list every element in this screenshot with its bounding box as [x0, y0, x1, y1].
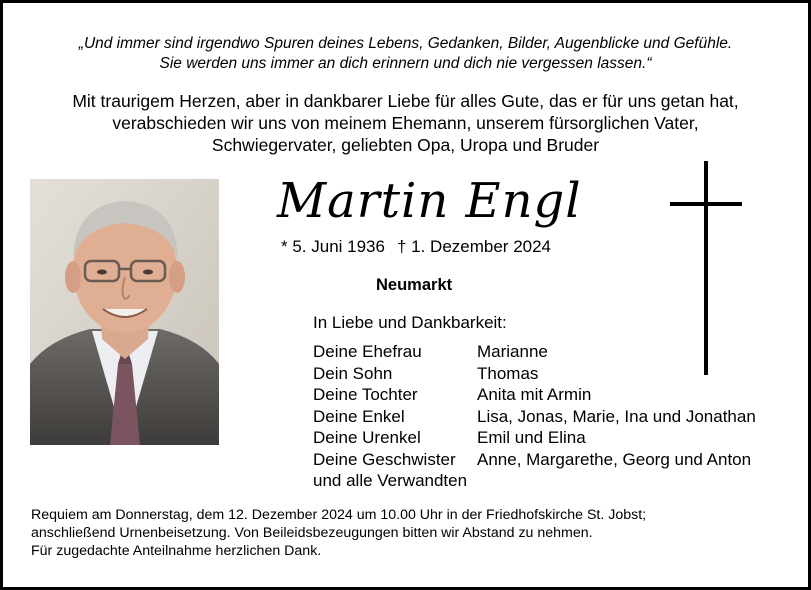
- deceased-name: Martin Engl: [277, 173, 582, 229]
- mourner-names: Anne, Margarethe, Georg und Anton: [477, 449, 752, 469]
- relation-label: Deine Enkel: [313, 406, 405, 426]
- funeral-notice: [31, 506, 791, 560]
- footer-line-1: Requiem am Donnerstag, dem 12. Dezember 2024 um 10.00 Uhr in der Friedhofskirche St. Jobst;: [31, 507, 647, 523]
- mourners-closing: und alle Verwandten: [313, 471, 468, 490]
- mourner-names: Lisa, Jonas, Marie, Ina und Jonathan: [477, 406, 756, 426]
- death-date: † 1. Dezember 2024: [396, 237, 552, 256]
- mourner-names: Anita mit Armin: [477, 385, 592, 404]
- quote-line-1: „Und immer sind irgendwo Spuren deines Lebens, Gedanken, Bilder, Augenblicke und Gefühle.: [78, 35, 733, 52]
- mourner-names: Marianne: [477, 342, 548, 361]
- relation-label: Deine Geschwister: [313, 449, 456, 469]
- relation-label: Deine Urenkel: [313, 428, 421, 447]
- mourner-names: Thomas: [477, 363, 539, 383]
- quote-line-2: Sie werden uns immer an dich erinnern und dich nie vergessen lassen.“: [159, 55, 652, 72]
- intro-line-1: Mit traurigem Herzen, aber in dankbarer Liebe für alles Gute, das er für uns getan hat,: [72, 91, 739, 111]
- birth-date: * 5. Juni 1936: [281, 237, 385, 256]
- portrait-photo: [30, 179, 219, 445]
- intro-line-3: Schwiegervater, geliebten Opa, Uropa und Bruder: [211, 135, 600, 155]
- relation-label: Deine Ehefrau: [313, 342, 422, 361]
- mourner-names: Emil und Elina: [477, 428, 586, 447]
- life-dates: [281, 236, 551, 258]
- cross-icon: [670, 161, 742, 375]
- relation-label: Deine Tochter: [313, 385, 418, 404]
- portrait-illustration: [30, 179, 219, 445]
- mourners-heading: In Liebe und Dankbarkeit:: [313, 313, 507, 332]
- relation-label: Dein Sohn: [313, 363, 393, 383]
- intro-line-2: verabschieden wir uns von meinem Ehemann, unserem fürsorglichen Vater,: [112, 113, 699, 133]
- place-name: Neumarkt: [376, 276, 453, 294]
- footer-line-3: Für zugedachte Anteilnahme herzlichen Dank.: [31, 543, 322, 559]
- footer-line-2: anschließend Urnenbeisetzung. Von Beileidsbezeugungen bitten wir Abstand zu nehmen.: [31, 525, 593, 541]
